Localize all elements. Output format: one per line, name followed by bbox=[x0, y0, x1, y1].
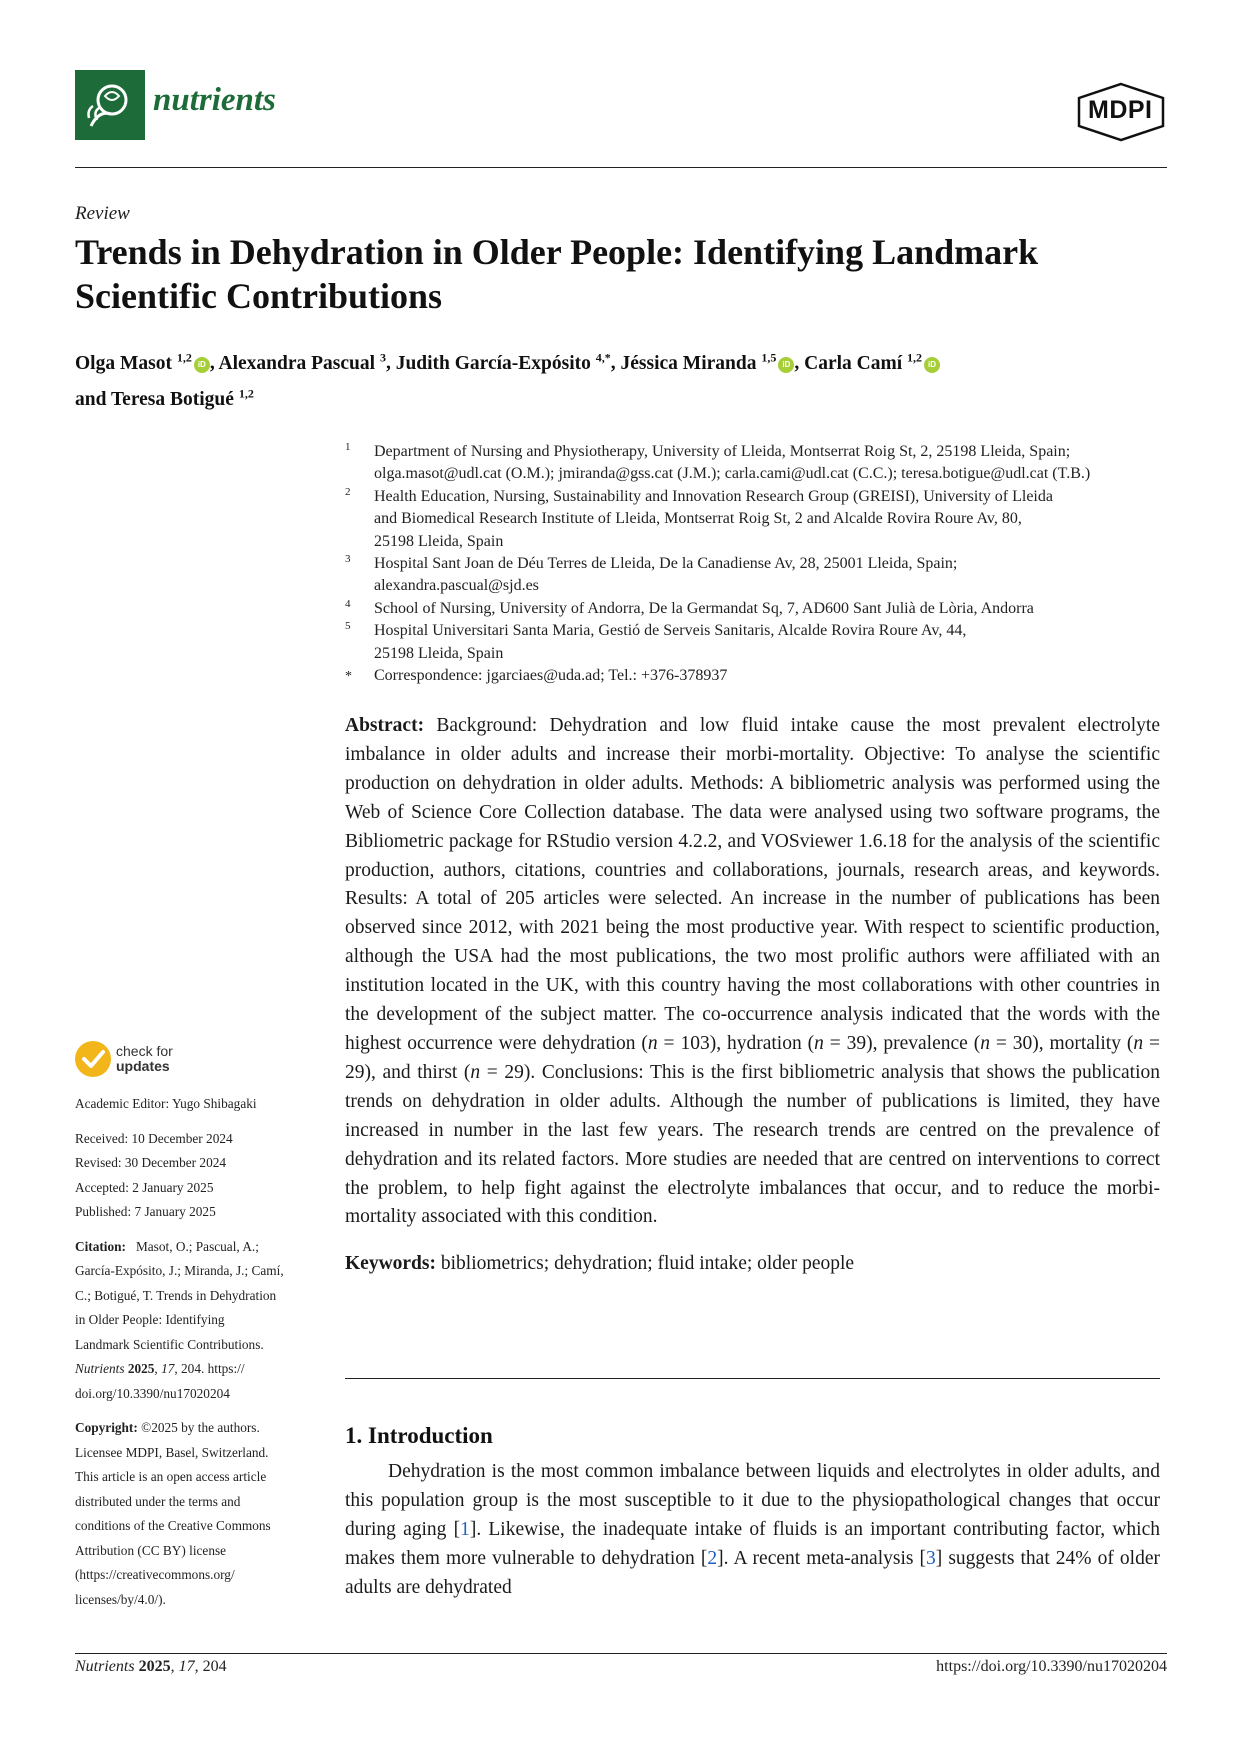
check-updates-label[interactable]: check for updates bbox=[116, 1043, 173, 1074]
section-heading: 1. Introduction bbox=[345, 1423, 493, 1448]
article-title: Trends in Dehydration in Older People: Identifying Landmark Scientific Contributions bbox=[75, 232, 1039, 316]
reference-link[interactable]: 3 bbox=[926, 1547, 936, 1569]
affiliations bbox=[345, 441, 1175, 687]
copyright: Copyright: ©2025 by the authors. Licensee MDPI, Basel, Switzerland. This article is an open access article distributed under the terms and conditions of the Creative Commons Attribution (CC BY) license (https://creativecommons.org/ licenses/by/4.0/). bbox=[75, 1416, 315, 1612]
license-link[interactable]: (https://creativecommons.org/ bbox=[75, 1567, 235, 1582]
reference-link[interactable]: 2 bbox=[707, 1547, 718, 1569]
footer-citation: Nutrients 2025, 17, 204 bbox=[75, 1658, 227, 1675]
author[interactable]: Judith García-Expósito $^{4,*}$ bbox=[395, 350, 611, 374]
author[interactable]: Carla Camí $^{1,2}$ iD bbox=[804, 353, 940, 374]
author[interactable]: and Teresa Botigué $^{1,2}$ bbox=[75, 386, 254, 410]
citation-doi-link[interactable]: doi.org/10.3390/nu17020204 bbox=[75, 1385, 230, 1401]
affiliation-4: 4 School of Nursing, University of Andorra, De la Germandat Sq, 7, AD600 Sant Julià de Lòria, Andorra bbox=[345, 597, 1034, 617]
check-updates-icon[interactable] bbox=[75, 1041, 111, 1077]
header-divider bbox=[75, 167, 1167, 168]
article-type: Review bbox=[75, 203, 130, 224]
reference-link[interactable]: 1 bbox=[460, 1518, 470, 1540]
author[interactable]: Olga Masot $^{1,2}$ iD bbox=[75, 353, 210, 374]
footer-divider bbox=[75, 1653, 1167, 1654]
abstract: Abstract: Background: Dehydration and low fluid intake cause the most prevalent electrolyte imbalance in older adults and increase their morbi-mortality. Objective: To analyse the scientific production on dehydration in older adults. Methods: A bibliometric analysis was performed using the Web of Science Core Collection database. The data were analysed using two software programs, the Bibliometric package for RStudio version 4.2.2, and VOSviewer 1.6.18 for the analysis of the scientific production, authors, citations, countries and collaborations, journals, research areas, and keywords. Results: A total of 205 articles were selected. An increase in the number of publications has been observed since 2012, with 2021 being the most productive year. With respect to scientific production, although the USA had the most publications, the two most prolific authors were affiliated with an institution located in the UK, with this country having the most collaborations with other countries in the development of the subject matter. The co-occurrence analysis indicated that the words with the highest occurrence were dehydration (n = 103), hydration (n = 39), prevalence (n = 30), mortality (n = 29), and thirst (n = 29). Conclusions: This is the first bibliometric analysis that shows the publication trends on dehydration in older adults. Although the number of publications is limited, they have increased in number in the last few years. The research trends are centred on the prevalence of dehydration and its related factors. More studies are needed that are centred on interventions to correct the problem, to help fight against the electrolyte imbalances that occur, and to reduce the morbi-mortality associated with this condition. bbox=[345, 715, 1160, 1228]
author[interactable]: Jéssica Miranda $^{1,5}$ iD bbox=[621, 353, 795, 374]
orcid-icon[interactable]: iD bbox=[778, 357, 794, 373]
keywords: Keywords: bibliometrics; dehydration; fluid intake; older people bbox=[345, 1253, 855, 1275]
orcid-icon[interactable]: iD bbox=[194, 357, 210, 373]
affiliation-5: 5 Hospital Universitari Santa Maria, Gestió de Serveis Sanitaris, Alcalde Rovira Roure Av, 44, 25198 Lleida, Spain bbox=[345, 620, 967, 662]
author-list: Olga Masot $^{1,2}$ iD , Alexandra Pascual $^3$, Judith García-Expósito $^{4,*}$, Jéssica Miranda $^{1,5}$ iD , Carla Camí $^{1,2}$ iD and Teresa Botigué $^{1,2}$ bbox=[75, 342, 1165, 415]
publisher-name: MDPI bbox=[1088, 96, 1153, 124]
affiliation-3: 3 Hospital Sant Joan de Déu Terres de Lleida, De la Canadiense Av, 28, 25001 Lleida, Spain; alexandra.pascual@sjd.es bbox=[345, 553, 958, 595]
introduction-paragraph: Dehydration is the most common imbalance between liquids and electrolytes in older adults, and this population group is the most susceptible to it due to the physiopathological changes that occur during aging [1]. Likewise, the inadequate intake of fluids is an important contributing factor, which makes them more vulnerable to dehydration [2]. A recent meta-analysis [3] suggests that 24% of older adults are dehydrated bbox=[345, 1461, 1160, 1598]
article-dates: Received: 10 December 2024 Revised: 30 December 2024 Accepted: 2 January 2025 Published: 7 January 2025 bbox=[75, 1130, 233, 1219]
journal-name: nutrients bbox=[153, 82, 276, 118]
affiliation-1: 1 Department of Nursing and Physiotherapy, University of Lleida, Montserrat Roig St, 2, 25198 Lleida, Spain; olga.masot@udl.cat (O.M.); jmiranda@gss.cat (J.M.); carla.cami@udl.cat (C.C.); teresa.botigue@udl.cat (T.B.) bbox=[345, 441, 1091, 483]
abstract-section bbox=[345, 712, 1160, 1279]
correspondence: * Correspondence: jgarciaes@uda.ad; Tel.: +376-378937 bbox=[345, 667, 728, 685]
article-info-sidebar bbox=[75, 1092, 315, 1622]
author[interactable]: Alexandra Pascual $^3$ bbox=[218, 350, 386, 374]
citation: Citation: Masot, O.; Pascual, A.; García-Expósito, J.; Miranda, J.; Camí, C.; Botigué, T. Trends in Dehydration in Older People: Identifying Landmark Scientific Contributions. Nutrients 2025, 17, 204. https:// doi.org/10.3390/nu17020204 bbox=[75, 1235, 315, 1407]
section-divider bbox=[345, 1378, 1160, 1379]
academic-editor: Academic Editor: Yugo Shibagaki bbox=[75, 1096, 257, 1111]
orcid-icon[interactable]: iD bbox=[924, 357, 940, 373]
journal-logo bbox=[75, 70, 145, 140]
affiliation-2: 2 Health Education, Nursing, Sustainability and Innovation Research Group (GREISI), University of Lleida and Biomedical Research Institute of Lleida, Montserrat Roig St, 2 and Alcalde Rovira Roure Av, 80, 25198 Lleida, Spain bbox=[345, 485, 1053, 550]
journal-logo-icon bbox=[75, 70, 145, 140]
footer-doi-link[interactable]: https://doi.org/10.3390/nu17020204 bbox=[936, 1658, 1167, 1675]
